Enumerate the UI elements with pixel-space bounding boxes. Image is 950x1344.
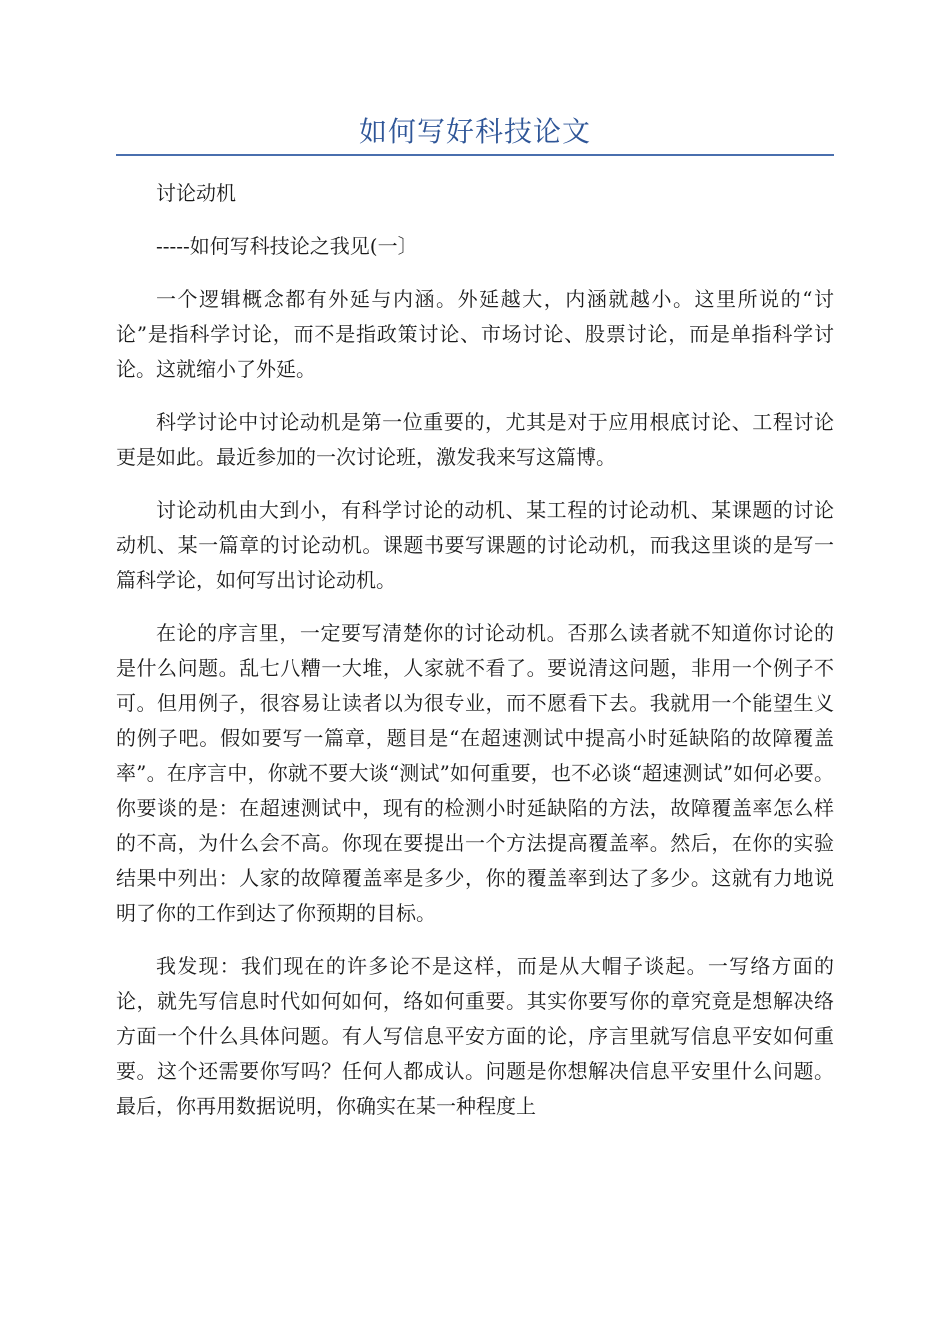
paragraph: 科学讨论中讨论动机是第一位重要的，尤其是对于应用根底讨论、工程讨论更是如此。最近参加的一次讨论班，激发我来写这篇博。 [116, 410, 834, 469]
section-heading: 讨论动机 [156, 181, 236, 205]
paragraph: 在论的序言里，一定要写清楚你的讨论动机。否那么读者就不知道你讨论的是什么问题。乱七八糟一大堆，人家就不看了。要说清这问题，非用一个例子不可。但用例子，很容易让读者以为很专业，而不愿看下去。我就用一个能望生义的例子吧。假如要写一篇章，题目是“在超速测试中提高小时延缺陷的故障覆盖率”。在序言中，你就不要大谈“测试”如何重要，也不必谈“超速测试”如何必要。你要谈的是：在超速测试中，现有的检测小时延缺陷的方法，故障覆盖率怎么样的不高，为什么会不高。你现在要提出一个方法提高覆盖率。然后，在你的实验结果中列出：人家的故障覆盖率是多少，你的覆盖率到达了多少。这就有力地说明了你的工作到达了你预期的目标。 [116, 621, 834, 925]
paragraph: 一个逻辑概念都有外延与内涵。外延越大，内涵就越小。这里所说的“讨论”是指科学讨论，而不是指政策讨论、市场讨论、股票讨论，而是单指科学讨论。这就缩小了外延。 [116, 287, 834, 381]
paragraph: 讨论动机由大到小，有科学讨论的动机、某工程的讨论动机、某课题的讨论动机、某一篇章的讨论动机。课题书要写课题的讨论动机，而我这里谈的是写一篇科学论，如何写出讨论动机。 [116, 498, 834, 592]
document-title: 如何写好科技论文 [358, 115, 591, 148]
paragraph: 我发现：我们现在的许多论不是这样，而是从大帽子谈起。一写络方面的论，就先写信息时代如何如何，络如何重要。其实你要写你的章究竟是想解决络方面一个什么具体问题。有人写信息平安方面的论，序言里就写信息平安如何重要。这个还需要你写吗？任何人都成认。问题是你想解决信息平安里什么问题。最后，你再用数据说明，你确实在某一种程度上 [116, 954, 834, 1118]
title-underline [116, 154, 834, 156]
document-body [116, 176, 834, 1142]
subtitle-line: -----如何写科技论之我见(一〕 [156, 234, 418, 258]
